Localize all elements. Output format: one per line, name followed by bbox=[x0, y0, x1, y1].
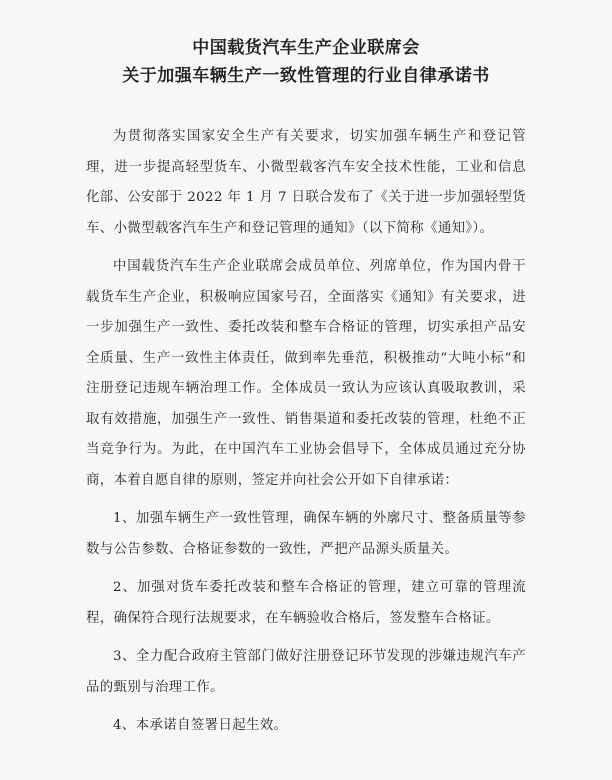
commitment-item-4: 4、本承诺自签署日起生效。 bbox=[113, 718, 288, 733]
document-title-line-1: 中国载货汽车生产企业联席会 bbox=[192, 38, 420, 58]
commitment-item-1: 1、加强车辆生产一致性管理，确保车辆的外廓尺寸、整备质量等参数与公告参数、合格证参数的一致性，严把产品源头质量关。 bbox=[86, 511, 526, 557]
commitment-item-2: 2、加强对货车委托改装和整车合格证的管理，建立可靠的管理流程，确保符合现行法规要求，在车辆验收合格后，签发整车合格证。 bbox=[86, 580, 526, 626]
paragraph-intro: 为贯彻落实国家安全生产有关要求，切实加强车辆生产和登记管理，进一步提高轻型货车、小微型载客汽车安全技术性能，工业和信息化部、公安部于 2022 年 1 月 7 日联合发布了《关于进一步加强轻型货车、小微型载客汽车生产和登记管理的通知》（以下简称《通知》）。 bbox=[86, 129, 527, 236]
document-title-line-2: 关于加强车辆生产一致性管理的行业自律承诺书 bbox=[122, 66, 490, 86]
paragraph-commitment: 中国载货汽车生产企业联席会成员单位、列席单位，作为国内骨干载货车生产企业，积极响应国家号召，全面落实《通知》有关要求，进一步加强生产一致性、委托改装和整车合格证的管理，切实承担产品安全质量、生产一致性主体责任，做到率先垂范，积极推动“大吨小标”和注册登记违规车辆治理工作。全体成员一致认为应该认真吸取教训，采取有效措施，加强生产一致性、销售渠道和委托改装的管理，杜绝不正当竞争行为。为此，在中国汽车工业协会倡导下，全体成员通过充分协商，本着自愿自律的原则，签定并向社会公开如下自律承诺： bbox=[86, 259, 526, 488]
commitment-item-3: 3、全力配合政府主管部门做好注册登记环节发现的涉嫌违规汽车产品的甄别与治理工作。 bbox=[86, 649, 526, 695]
